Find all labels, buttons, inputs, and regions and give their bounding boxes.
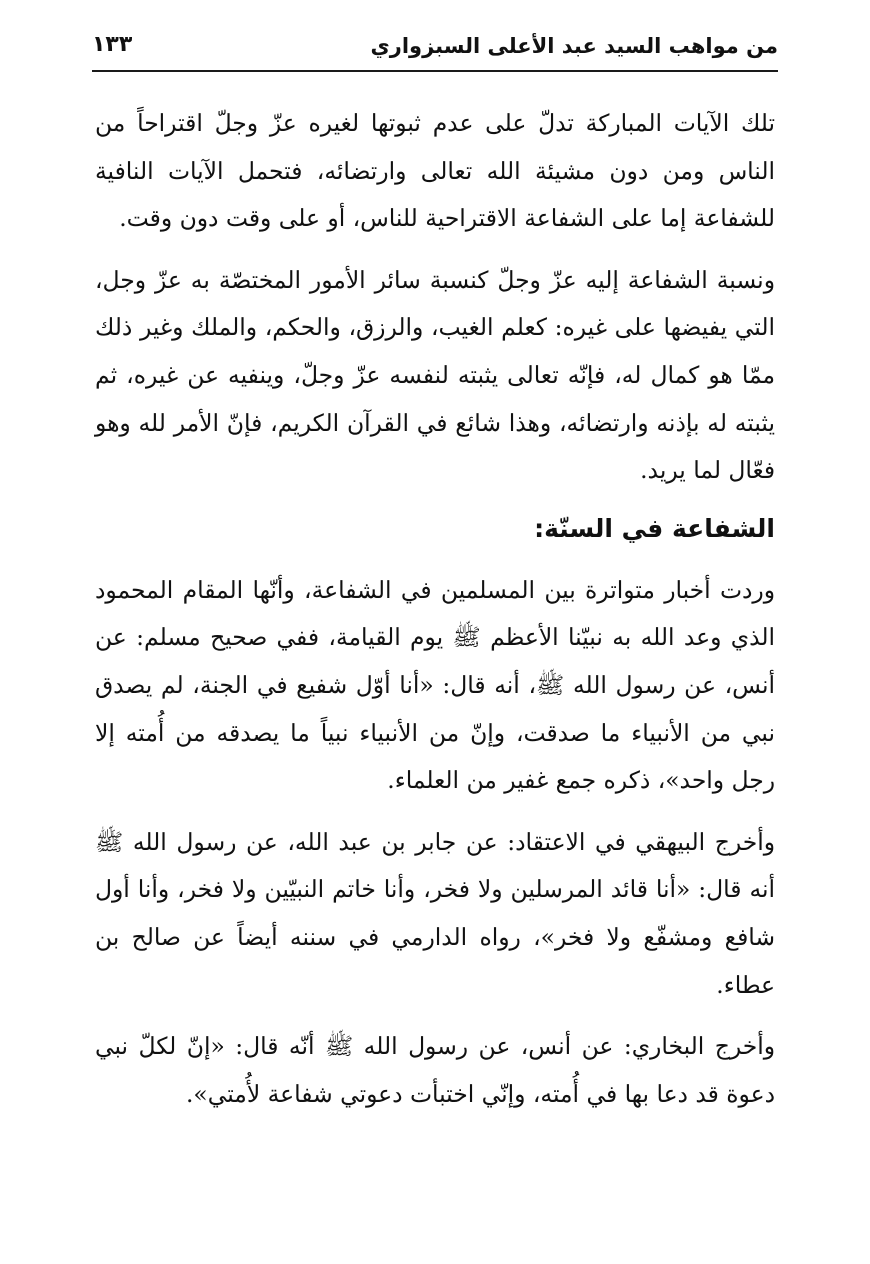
body-paragraph: ونسبة الشفاعة إليه عزّ وجلّ كنسبة سائر الأمور المختصّة به عزّ وجل، التي يفيضها على غيره: كعلم الغيب، والرزق، والحكم، والملك وغير ذلك ممّا هو كمال له، فإنّه تعالى يثبته لنفسه عزّ وجلّ، وينفيه عن غيره، ثم يثبته له بإذنه وارتضائه، وهذا شائع في القرآن الكريم، فإنّ الأمر لله وهو فعّال لما يريد.	[95, 265, 775, 485]
body-paragraph: وأخرج البيهقي في الاعتقاد: عن جابر بن عبد الله، عن رسول الله ﷺ أنه قال: «أنا قائد المرسلين ولا فخر، وأنا خاتم النبيّين ولا فخر، وأنا أول شافع ومشفّع ولا فخر»، رواه الدارمي في سننه أيضاً عن صالح بن عطاء.	[95, 827, 775, 999]
section-heading: الشفاعة في السنّة:	[534, 513, 775, 543]
page-body	[95, 100, 775, 1132]
body-paragraph: تلك الآيات المباركة تدلّ على عدم ثبوتها لغيره عزّ وجلّ اقتراحاً من الناس ومن دون مشيئة الله تعالى وارتضائه، فتحمل الآيات النافية للشفاعة إما على الشفاعة الاقتراحية للناس، أو على وقت دون وقت.	[95, 109, 775, 233]
running-header	[92, 30, 778, 72]
body-paragraph: وردت أخبار متواترة بين المسلمين في الشفاعة، وأنّها المقام المحمود الذي وعد الله به نبيّنا الأعظم ﷺ يوم القيامة، ففي صحيح مسلم: عن أنس، عن رسول الله ﷺ، أنه قال: «أنا أوّل شفيع في الجنة، لم يصدق نبي من الأنبياء ما صدقت، وإنّ من الأنبياء نبياً ما يصدقه من أُمته إلا رجل واحد»، ذكره جمع غفير من العلماء.	[95, 575, 775, 795]
page-number: ١٣٣	[92, 32, 133, 57]
running-title: من مواهب السيد عبد الأعلى السبزواري	[370, 34, 778, 58]
body-paragraph: وأخرج البخاري: عن أنس، عن رسول الله ﷺ أنّه قال: «إنّ لكلّ نبي دعوة قد دعا بها في أُمته، وإنّي اختبأت دعوتي شفاعة لأُمتي».	[95, 1032, 775, 1108]
